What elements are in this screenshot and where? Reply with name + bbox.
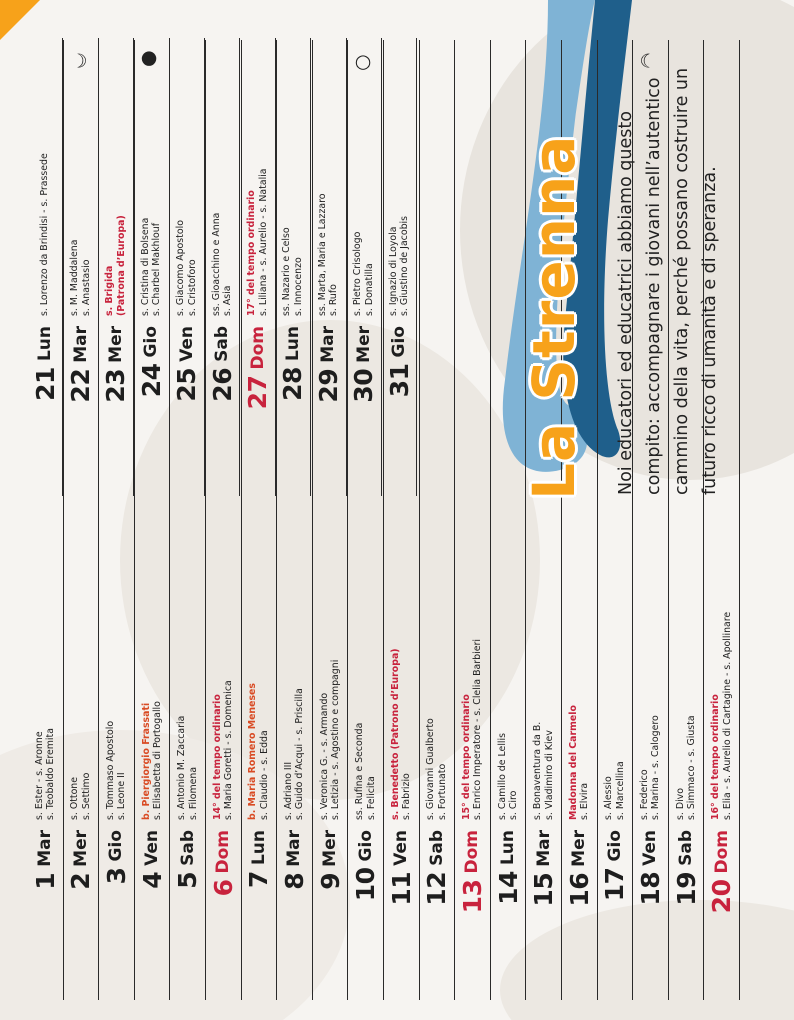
day-number: 11 [386,871,416,906]
saint-line: s. Brigida [104,265,116,316]
saint-line: s. Ester - s. Aronne [33,731,45,820]
saints-list [347,232,381,316]
calendar-row [134,38,169,496]
calendar-row [420,40,456,1000]
day-label [240,316,274,496]
day-label [99,316,133,496]
day-number: 21 [30,367,60,401]
saint-line: s. Simmaco - s. Giusta [686,715,698,820]
day-label [669,820,704,1000]
day-number: 19 [671,871,701,906]
saint-line: s. Federico [638,769,650,820]
saint-line: s. M. Maddalena [69,239,81,316]
calendar-row [28,38,63,496]
saint-line: s. Giacomo Apostolo [175,220,187,316]
saints-list [170,716,205,820]
weekday: Gio [141,326,162,358]
day-number: 10 [351,867,381,902]
saint-line: s. Veronica G. - s. Armando [318,692,330,820]
day-label [455,820,490,1000]
saints-list [277,688,312,820]
saint-line: (Patrona d’Europa) [115,215,127,316]
weekday: Dom [213,830,234,874]
weekday: Lun [35,326,56,362]
weekday: Mar [318,326,339,363]
calendar-row [276,38,311,496]
saint-line: 14° del tempo ordinario [211,694,223,820]
day-label [28,316,62,496]
saint-line: s. Anastasio [80,259,92,316]
day-label [382,316,416,496]
saints-list [384,648,419,820]
saints-list [205,213,239,316]
day-label [206,820,241,1000]
saint-line: s. Lorenzo da Brindisi - s. Prassede [39,153,51,316]
day-label [276,316,310,496]
day-number: 25 [172,367,202,402]
day-number: 23 [101,368,131,403]
saints-list [313,660,348,820]
weekday: Gio [355,830,376,862]
day-label [277,820,312,1000]
saints-list [704,612,739,820]
day-number: 24 [136,363,166,398]
saint-line: s. Camillo de Lellis [496,732,508,820]
saint-line: ss. Marta, Maria e Lazzaro [316,193,328,316]
day-number: 3 [101,867,131,885]
saint-line: Madonna del Carmelo [567,705,579,820]
weekday: Dom [711,830,732,874]
saint-line: 17° del tempo ordinario [246,190,258,316]
saint-line: s. Rufo [328,284,340,316]
weekday: Gio [604,830,625,862]
weekday: Mar [35,830,56,867]
saint-line: s. Ottone [69,776,81,820]
weekday: Dom [247,326,268,370]
saints-list [455,639,490,820]
weekday: Ven [391,830,412,866]
day-number: 7 [244,871,274,888]
day-label [562,820,597,1000]
day-label [99,820,134,1000]
weekday: Gio [389,326,410,358]
day-number: 17 [600,867,630,902]
day-label [348,820,383,1000]
calendar-row [205,38,240,496]
calendar-row [240,38,275,496]
day-number: 9 [315,872,345,890]
day-number: 26 [207,367,237,402]
saint-line: s. Asia [222,285,234,316]
saints-list [64,773,99,820]
day-number: 22 [66,368,96,403]
saint-line: s. Liliana - s. Aurelio - s. Natalia [257,168,269,316]
saints-list [633,715,668,820]
moon-phase-icon: ☾ [639,50,657,73]
saint-line: s. Cristina di Bolsena [139,217,151,316]
saints-list [598,761,633,820]
day-label [598,820,633,1000]
weekday: Dom [462,830,483,874]
saint-line: 16° del tempo ordinario [710,694,722,820]
saint-line: s. Elia - s. Aurelio di Cartagine - s. Apollinare [721,611,733,820]
saint-line: s. Charbel Makhlouf [151,222,163,316]
saint-line: s. Cristoforo [186,259,198,316]
saint-line: s. Antonio M. Zaccaria [176,715,188,820]
day-number: 30 [349,368,379,403]
day-number: 31 [384,363,414,398]
saints-list [382,216,416,316]
saint-line: s. Divo [674,788,686,820]
moon-phase-icon: ● [140,46,158,69]
saints-list [240,168,274,316]
calendar-row [455,40,491,1000]
weekday: Lun [282,326,303,362]
day-label [704,820,739,1000]
saints-list [135,701,170,820]
saints-list [669,715,704,820]
saint-line: s. Guido d’Acqui - s. Priscilla [294,688,306,820]
saint-line: s. Teobaldo Eremita [45,728,57,820]
saint-line: s. Felicita [365,776,377,820]
day-number: 1 [30,872,60,890]
saint-line: s. Settimo [80,772,92,820]
saint-line: 15° del tempo ordinario [460,694,472,820]
moon-phase-icon: ☽ [70,50,88,73]
saint-line: s. Marina - s. Calogero [650,715,662,820]
saint-line: s. Giovanni Gualberto [425,718,437,820]
saint-line: s. Maria Goretti - s. Domenica [223,680,235,820]
saint-line: s. Elisabetta di Portogallo [152,701,164,820]
saint-line: s. Giustino de Jacobis [399,215,411,316]
saints-list [242,683,277,820]
saint-line: s. Vladimiro di Kiev [543,730,555,820]
weekday: Mar [284,830,305,867]
saint-line: s. Alessio [603,776,615,820]
saints-list [99,215,133,316]
weekday: Sab [426,830,447,866]
strenna-title: La Strenna [520,134,588,500]
saint-line: s. Marcellina [614,761,626,820]
weekday: Mer [569,830,590,867]
weekday: Lun [498,830,519,866]
weekday: Mer [353,326,374,363]
weekday: Ven [640,830,661,866]
day-label [384,820,419,1000]
saint-line: s. Enrico Imperatore - s. Clelia Barbieri [472,639,484,820]
weekday: Mer [105,326,126,363]
day-label [347,316,381,496]
calendar-row [170,38,205,496]
corner-accent [0,0,40,40]
saint-line: s. Filomena [187,766,199,820]
saint-line: s. Adriano III [282,761,294,820]
day-number: 16 [564,872,594,907]
day-number: 18 [635,871,665,906]
day-label [633,820,668,1000]
weekday: Lun [248,830,269,866]
weekday: Ven [176,326,197,362]
saints-list [28,153,62,316]
saint-line: ss. Nazario e Celso [281,227,293,316]
saints-list [562,705,597,820]
weekday: Sab [212,326,233,362]
day-number: 29 [313,368,343,403]
day-label [170,820,205,1000]
day-number: 6 [208,879,238,897]
day-label [205,316,239,496]
saint-line: s. Fabrizio [401,773,413,820]
day-label [420,820,455,1000]
saints-list [206,680,241,820]
day-number: 8 [279,872,309,890]
saints-list [491,733,526,820]
saints-list [526,722,561,820]
calendar-row [382,38,417,496]
calendar-row [347,38,382,496]
saint-line: ss. Gioacchino e Anna [210,212,222,316]
day-number: 4 [137,871,167,889]
saint-line: s. Bonaventura da B. [532,721,544,820]
weekday: Mer [70,830,91,867]
calendar-row [311,38,346,496]
weekday: Ven [142,830,163,866]
weekday: Gio [106,830,127,862]
saints-list [170,220,204,316]
saint-line: s. Innocenzo [292,257,304,316]
calendar-row [99,38,134,496]
day-label [28,820,63,1000]
saint-line: b. Piergiorgio Frassati [140,702,152,820]
weekday: Sab [676,830,697,866]
saints-list [99,721,134,820]
saint-line: s. Donatilla [363,263,375,316]
saint-line: s. Ciro [508,790,520,820]
saint-line: s. Tommaso Apostolo [104,720,116,820]
saints-list [63,240,97,316]
saints-list [28,728,63,820]
saint-line: s. Benedetto (Patrono d’Europa) [389,648,401,820]
saint-line: s. Fortunato [436,763,448,820]
calendar-row [63,38,98,496]
day-number: 2 [66,872,96,890]
saint-line: s. Elvira [579,782,591,820]
day-number: 28 [278,367,308,401]
day-label [63,316,97,496]
day-label [313,820,348,1000]
saint-line: ss. Rufina e Seconda [354,722,366,820]
day-label [170,316,204,496]
saints-list [134,218,168,316]
day-number: 5 [173,871,203,889]
day-label [311,316,345,496]
day-number: 27 [243,375,273,410]
weekday: Sab [177,830,198,866]
day-label [242,820,277,1000]
day-number: 12 [422,871,452,906]
weekday: Mar [70,326,91,363]
saints-list [276,227,310,316]
weekday: Mer [320,830,341,867]
day-label [491,820,526,1000]
saint-line: s. Leone II [116,772,128,820]
moon-phase-icon: ○ [355,50,372,73]
saint-line: b. Maria Romero Meneses [247,683,259,820]
day-number: 15 [529,872,559,907]
day-label [526,820,561,1000]
day-label [64,820,99,1000]
saints-list [348,723,383,820]
day-label [134,316,168,496]
day-label [135,820,170,1000]
saint-line: s. Claudio - s. Edda [258,730,270,820]
saints-list [311,193,345,316]
day-number: 13 [457,879,487,914]
saint-line: s. Letizia - s. Agostino e compagni [330,659,342,820]
day-number: 20 [707,879,737,914]
saint-line: s. Ignazio di Loyola [387,226,399,316]
day-number: 14 [493,871,523,905]
weekday: Mar [533,830,554,867]
saint-line: s. Pietro Crisologo [352,231,364,316]
saints-list [420,718,455,820]
strenna-text: Noi educatori ed educatrici abbiamo questo compito: accompagnare i giovani nell’autentico cammino della vita, perché possano costruire un futuro ricco di umanità e di speranza. [616,67,720,495]
